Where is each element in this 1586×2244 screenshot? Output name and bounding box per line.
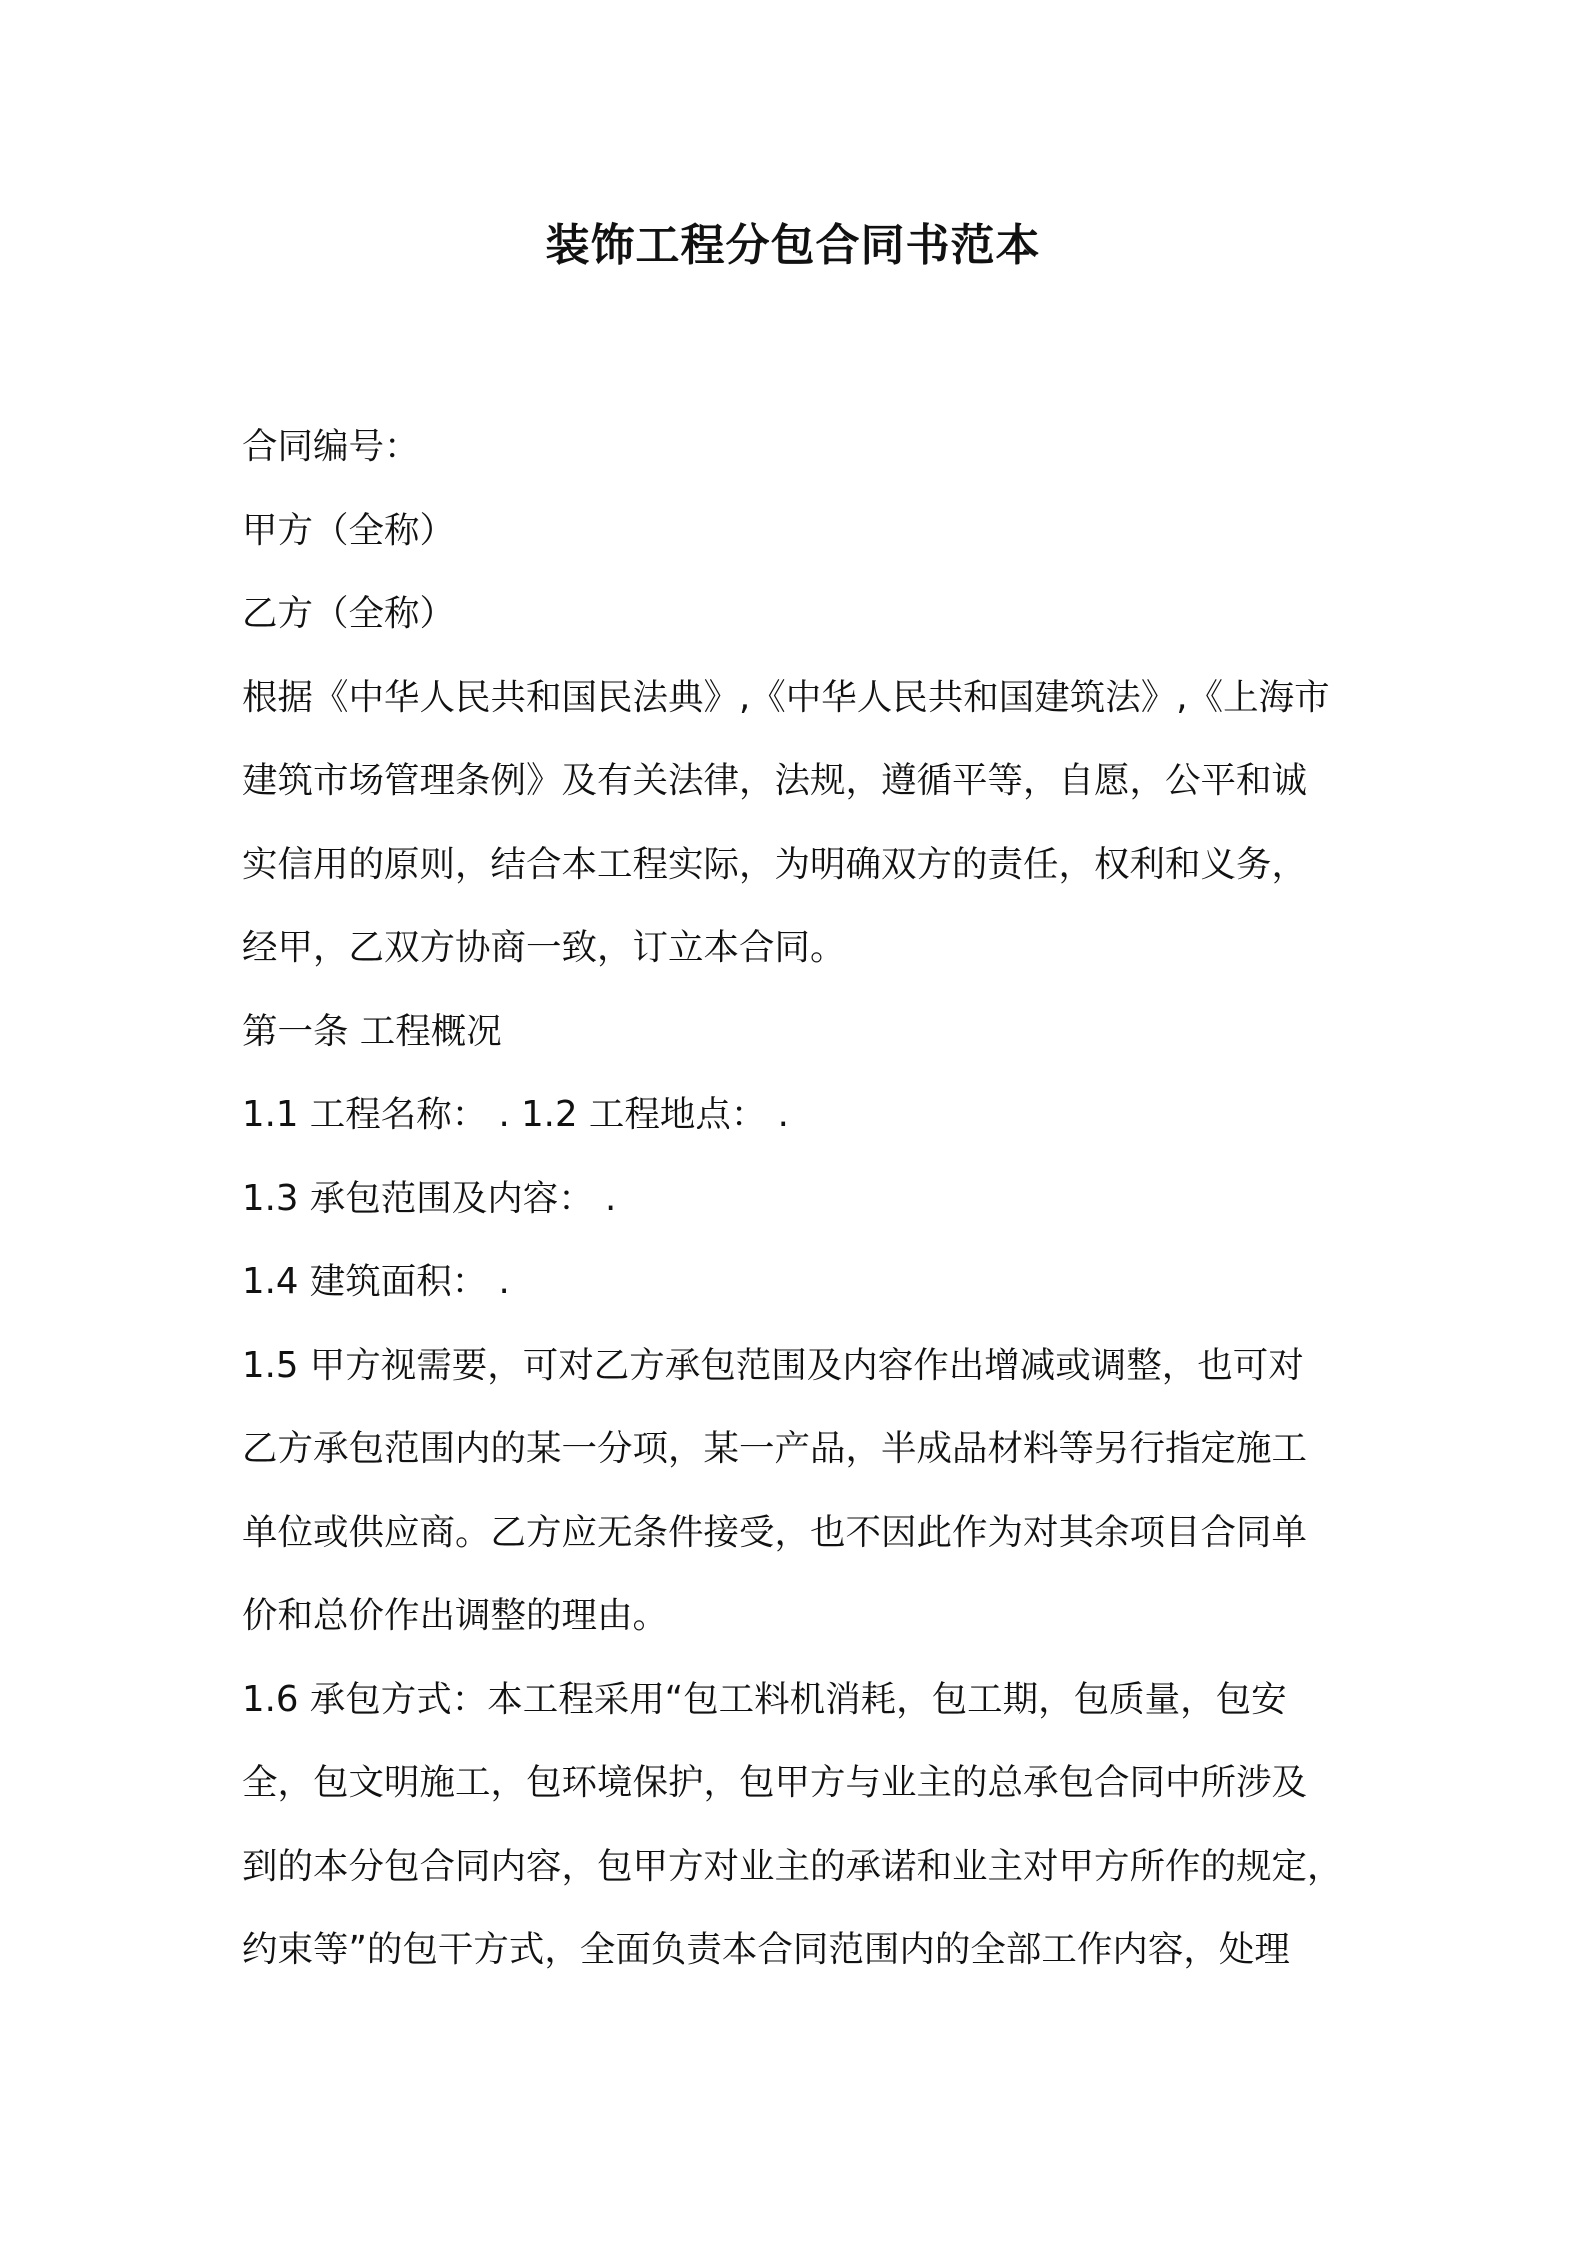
clause-line: 全，包文明施工，包环境保护，包甲方与业主的总承包合同中所涉及 [242, 1762, 1308, 1803]
body-line: 建筑市场管理条例》及有关法律，法规，遵循平等，自愿，公平和诚 [242, 760, 1308, 801]
clause-line: 1.1 工程名称： . 1.2 工程地点： . [242, 1094, 789, 1135]
clause-line: 乙方承包范围内的某一分项，某一产品，半成品材料等另行指定施工 [242, 1428, 1308, 1469]
clause-line: 1.6 承包方式：本工程采用“包工料机消耗，包工期，包质量，包安 [242, 1678, 1287, 1720]
party-b-line: 乙方（全称） [242, 593, 456, 634]
clause-line: 1.4 建筑面积： . [242, 1261, 510, 1302]
document-body [242, 405, 1360, 1992]
clause-line: 1.3 承包范围及内容： . [242, 1177, 617, 1219]
clause-line: 到的本分包合同内容，包甲方对业主的承诺和业主对甲方所作的规定， [242, 1845, 1343, 1887]
section-heading: 第一条 工程概况 [242, 1010, 502, 1052]
clause-line: 单位或供应商。乙方应无条件接受，也不因此作为对其余项目合同单 [242, 1511, 1308, 1553]
body-line: 实信用的原则，结合本工程实际，为明确双方的责任，权利和义务， [242, 843, 1308, 885]
body-line: 根据《中华人民共和国民法典》,《中华人民共和国建筑法》,《上海市 [242, 676, 1330, 718]
document-title: 装饰工程分包合同书范本 [545, 220, 1041, 271]
clause-line: 价和总价作出调整的理由。 [242, 1595, 669, 1636]
body-line: 经甲，乙双方协商一致，订立本合同。 [242, 927, 846, 968]
party-a-line: 甲方（全称） [242, 509, 456, 551]
clause-line: 1.5 甲方视需要，可对乙方承包范围及内容作出增减或调整，也可对 [242, 1344, 1304, 1386]
clause-line: 约束等”的包干方式，全面负责本合同范围内的全部工作内容，处理 [242, 1929, 1290, 1970]
contract-number-line: 合同编号： [242, 426, 420, 467]
